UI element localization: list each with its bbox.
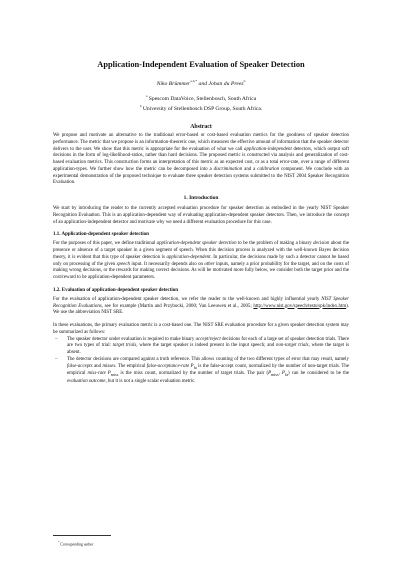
footnote — [58, 540, 94, 547]
bullet-list — [53, 337, 349, 386]
abstract-text: We propose and motivate an alternative to the traditional error-based or cost-based evaluation metrics for the goodness of speaker detection performance. The metric that we propose is an information-theoretic one, which measures the effective amount of information that the speaker detector delivers to the user. We show that this metric is appropriate for the evaluation of what we call application-independent detectors, which output soft decisions in the form of log-likelihood-ratios, rather than hard decisions. The proposed metric is constructed via analysis and generalization of cost-based evaluation metrics. This construction forms an interpretation of this metric as an expected cost, or as a total error-rate, over a range of different application-types. We further show how the metric can be decomposed into a discrimination and a calibration component. We conclude with an experimental demonstration of the proposed technique to evaluate three speaker detection systems submitted to the NIST 2004 Speaker Recognition Evaluation. — [53, 133, 349, 186]
author-name: Johan du Preez — [208, 80, 244, 87]
author-affil-mark: a,b,* — [190, 79, 198, 83]
subsection-heading: 1.2. Evaluation of application-dependent speaker detection — [53, 287, 179, 293]
author-name: Niko Brümmer — [156, 80, 191, 87]
footnote-text: Corresponding author — [60, 542, 94, 547]
affil-mark: b — [139, 103, 142, 108]
intro-paragraph: We start by introducing the reader to the currently accepted evaluation procedure for speaker detection as embodied in the yearly NIST Speaker Recognition Evaluation. This is an application-dependent way of evaluating application-dependent speaker detectors. Then, we introduce the concept of an application-independent detector and motivate why we need a different evaluation procedure for this case. — [53, 206, 349, 225]
affiliation — [53, 103, 349, 113]
body-paragraph: In these evaluations, the primary evaluation metric is a cost-based one. The NIST SRE evaluation procedure for a given speaker detection system may be summarized as follows: — [53, 323, 349, 335]
list-item: – The speaker detector under evaluation is required to make binary accept/reject decisions for each of a large set of speaker detection trials. There are two types of trial: target trials, where the target speaker is indeed present in the input speech; and non-target trials, where the target is absent. — [55, 336, 349, 356]
body-paragraph: For the evaluation of application-dependent speaker detection, we refer the reader to the well-known and highly influential yearly NIST Speaker Recognition Evaluations, see for example (Martin and Przybocki, 2000; Van Leeuwen et al., 2005; http://www.nist.gov/speech/tests/spk/index.htm). We use the abbreviation NIST SRE. — [53, 296, 349, 316]
abstract-heading: Abstract — [190, 124, 212, 131]
affiliation — [53, 93, 349, 103]
list-item: – The detector decisions are compared against a truth reference. This allows counting of the two different types of error that may result, namely false-accepts and misses. The empirical false-acceptance-rate $P_{fa}$ is the false-accept count, normalized by the number of non-target trials. The empirical miss-rate $P_{miss}$ is the miss count, normalized by the number of target trials. The pair ($P_{miss}$, $P_{fa}$) can be considered to be the evaluation outcome, but it is not a single scalar evaluation metric. — [55, 356, 349, 384]
author-affil-mark: b — [243, 79, 246, 83]
footnote-mark: * — [58, 541, 60, 544]
affil-mark: a — [145, 93, 148, 98]
footnote-divider — [53, 535, 111, 536]
dash-bullet: – — [55, 356, 58, 362]
subsection-heading: 1.1. Application-dependent speaker detection — [53, 232, 149, 238]
dash-bullet: – — [55, 336, 58, 342]
nist-link[interactable]: http://www.nist.gov/speech/tests/spk/index.htm — [253, 303, 347, 309]
abstract — [53, 133, 349, 187]
section-heading: 1. Introduction — [183, 195, 219, 202]
paper-title: Application-Independent Evaluation of Speaker Detection — [97, 60, 305, 69]
paper-body — [53, 60, 349, 386]
body-paragraph: For the purposes of this paper, we define traditional application-dependent speaker detection to be the problem of making a binary decision about the presence or absence of a target speaker in a given segment of speech. When this decision process is analyzed with the well-known Bayes decision theory, it is evident that this type of speaker detection is application-dependent. In particular, the decisions made by such a detector cannot be based only on processing of the given speech input. It necessarily depends also on other inputs, namely a prior probability for the target, and on the costs of making wrong decisions, or the rewards for making correct decisions. As will be motivated more fully below, we consider both the target prior and the cost/reward to be application-dependent parameters. — [53, 241, 349, 281]
affil-text: University of Stellenbosch DSP Group, South Africa. — [142, 105, 263, 112]
author-conjunction: and — [198, 80, 208, 87]
affil-text: Spescom DataVoice, Stellenbosch, South Africa — [148, 95, 257, 102]
author-line — [53, 78, 349, 88]
